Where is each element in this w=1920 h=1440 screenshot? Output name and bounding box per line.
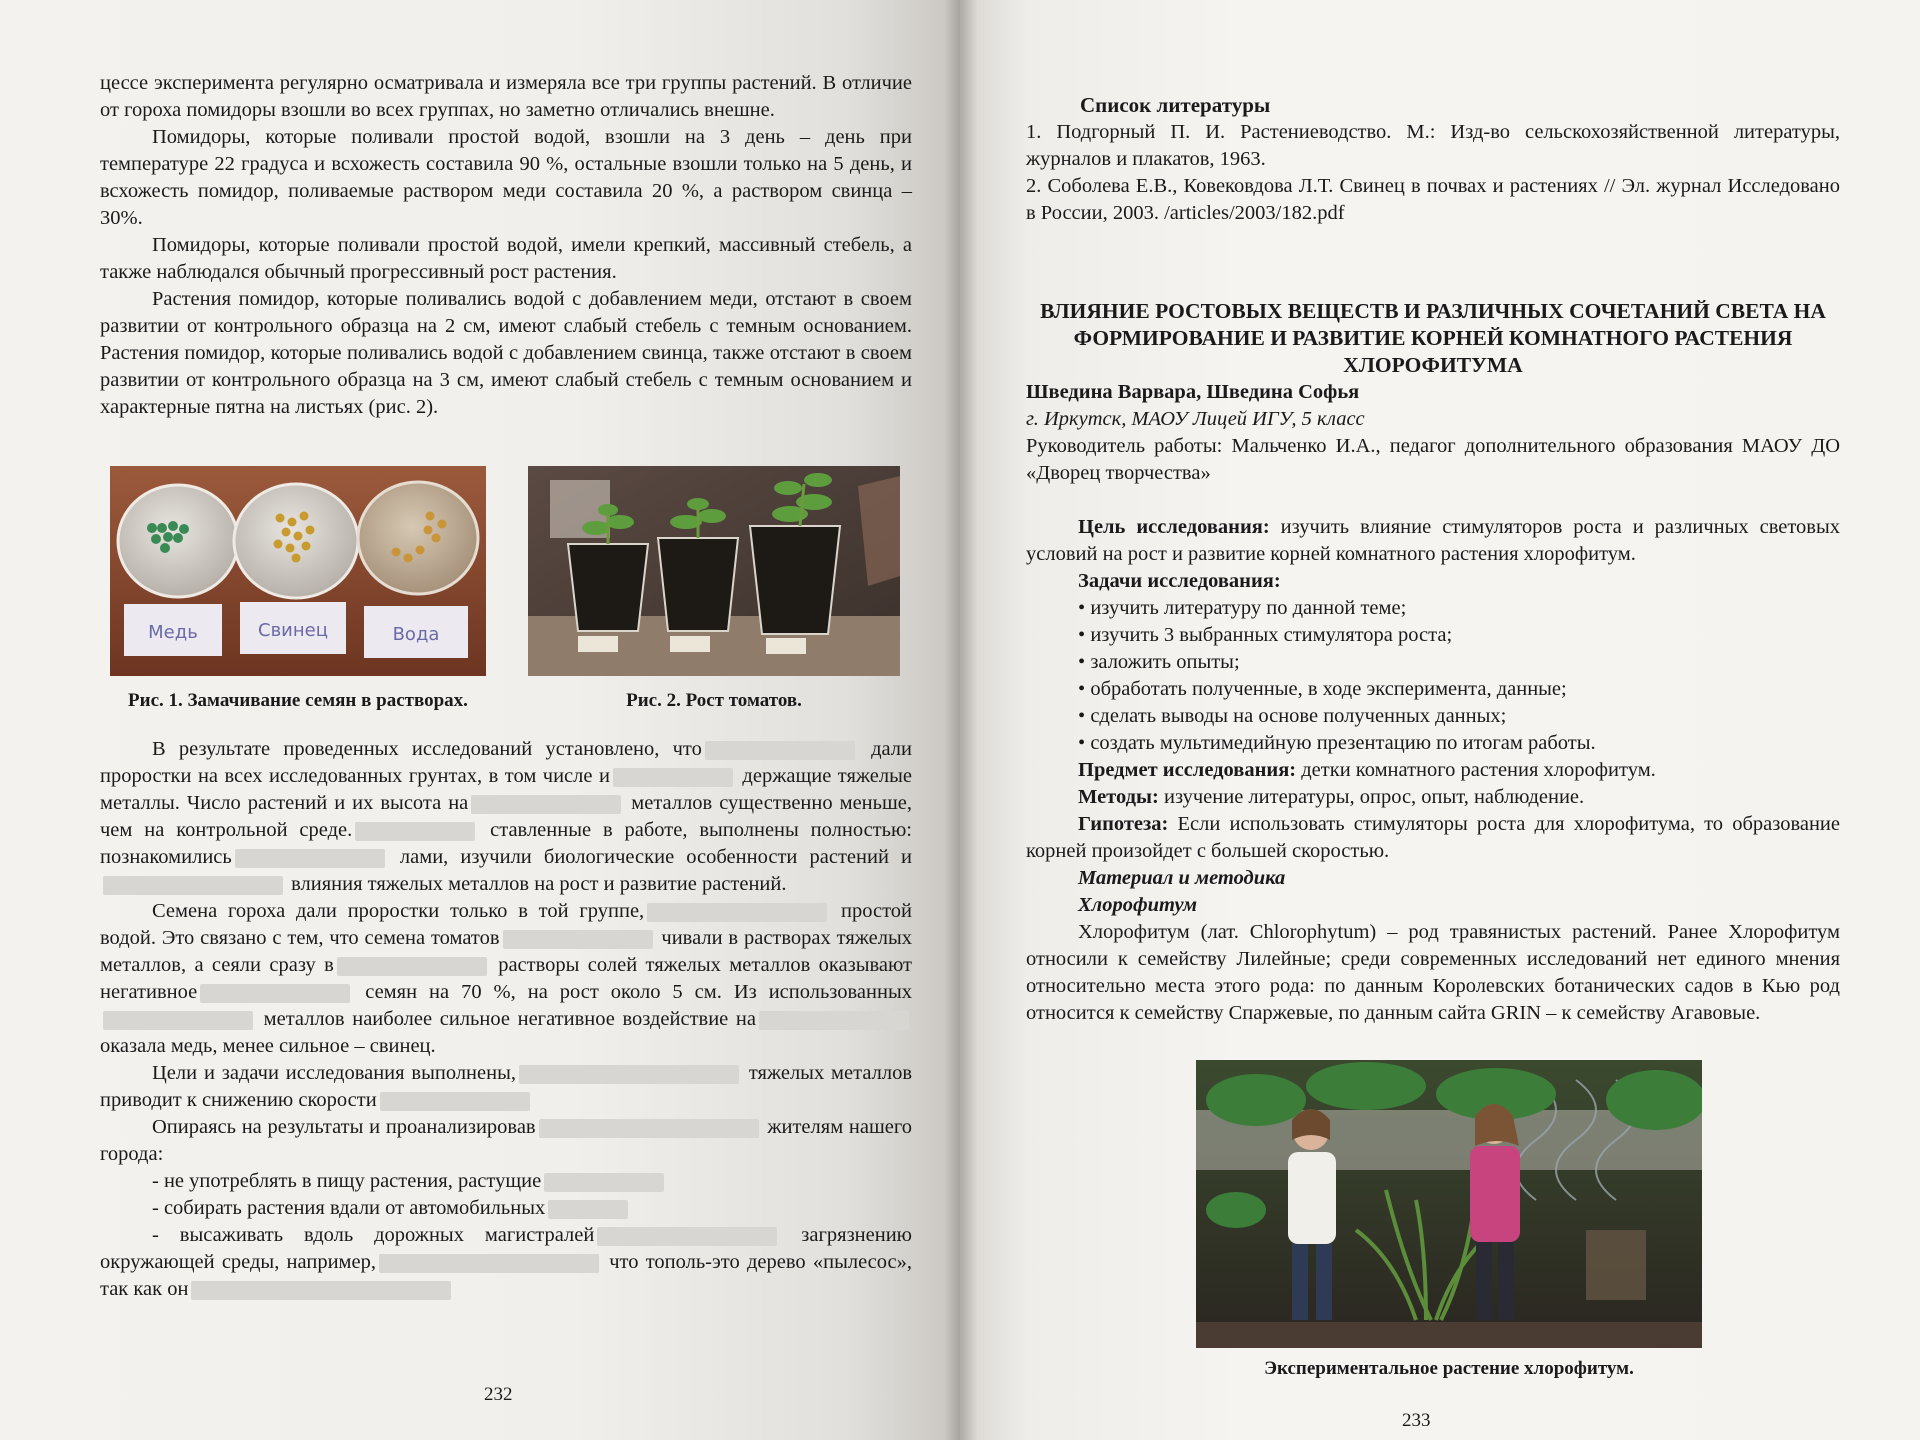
illegible-gap	[379, 1254, 599, 1272]
task-item: • заложить опыты;	[1026, 649, 1840, 676]
label-water: Вода	[392, 624, 440, 645]
paragraph	[100, 1060, 912, 1114]
task-item: • обработать полученные, в ходе эксперимента, данные;	[1026, 676, 1840, 703]
illegible-gap	[103, 1011, 253, 1029]
spacer	[1026, 487, 1840, 514]
task-item: • сделать выводы на основе полученных данных;	[1026, 703, 1840, 730]
illegible-gap	[705, 741, 855, 759]
illegible-gap	[191, 1281, 451, 1299]
text-fragment: тяжелых металлов приводит к снижению скорости	[100, 1062, 912, 1111]
goal-paragraph	[1026, 514, 1840, 568]
article	[1026, 298, 1840, 1027]
illegible-gap	[597, 1227, 777, 1245]
figure-1-photo	[110, 466, 486, 676]
petri-dish	[358, 482, 478, 594]
references-heading: Список литературы	[1080, 93, 1271, 117]
label-lead: Свинец	[258, 620, 328, 641]
paragraph	[100, 1114, 912, 1168]
tasks-list	[1026, 595, 1840, 757]
paragraph: Помидоры, которые поливали простой водой, имели крепкий, массивный стебель, а также наблюдался обычный прогрессивный рост растения.	[100, 234, 912, 283]
illegible-gap	[380, 1092, 530, 1110]
text-fragment: Семена гороха дали проростки только в той группе,	[152, 900, 645, 922]
text-fragment: держащие тяжелые металлы. Число растений и их высота на	[100, 765, 913, 814]
illegible-gap	[471, 795, 621, 813]
page-number-right: 233	[1402, 1410, 1431, 1431]
text-fragment: - не употреблять в пищу растения, растущие	[152, 1170, 542, 1192]
goal-label: Цель исследования:	[1078, 516, 1270, 538]
illegible-gap	[355, 822, 475, 840]
text-fragment: оказала медь, менее сильное – свинец.	[100, 1035, 436, 1057]
figure-2-caption: Рис. 2. Рост томатов.	[626, 690, 802, 711]
article-supervisor: Руководитель работы: Мальченко И.А., педагог дополнительного образования МАОУ ДО «Дворец творчества»	[1026, 435, 1840, 484]
text-fragment: жителям нашего города:	[100, 1116, 912, 1165]
chlorophytum-heading: Хлорофитум	[1078, 894, 1198, 916]
text-fragment: чивали в растворах тяжелых металлов, а сеяли сразу в	[100, 927, 912, 976]
paragraph: Помидоры, которые поливали простой водой, взошли на 3 день – день при температуре 22 градуса и всхожесть составила 90 %, остальные взошли только на 5 день, и всхожесть помидор, поливаемые раствором меди составила 20 %, а раствором свинца – 30%.	[100, 126, 912, 229]
text-fragment: В результате проведенных исследований установлено, что	[152, 738, 702, 760]
text-fragment: загрязнению окружающей среды, например,	[100, 1224, 912, 1273]
petri-dish	[234, 484, 358, 598]
methods-text: изучение литературы, опрос, опыт, наблюдение.	[1163, 786, 1585, 808]
text-fragment: - собирать растения вдали от автомобильных	[152, 1197, 546, 1219]
right-page	[960, 0, 1920, 1440]
hypothesis-paragraph	[1026, 811, 1840, 865]
paragraph	[100, 898, 912, 1060]
list-item	[100, 1222, 912, 1303]
text-fragment: дали проростки на всех исследованных грунтах, в том числе и	[100, 738, 913, 787]
goal-text: изучить влияние стимуляторов роста и различных световых условий на рост и развитие корней комнатного растения хлорофитум.	[1026, 516, 1840, 565]
methods-label: Методы:	[1078, 786, 1159, 808]
hypothesis-label: Гипотеза:	[1078, 813, 1169, 835]
text-fragment: лами, изучили биологические особенности растений и	[399, 846, 913, 868]
text-fragment: простой водой. Это связано с тем, что семена томатов	[100, 900, 912, 949]
subject-text: детки комнатного растения хлорофитум.	[1301, 759, 1656, 781]
methods-paragraph	[1026, 784, 1840, 811]
text-fragment: ставленные в работе, выполнены полностью: познакомились	[100, 819, 912, 868]
text-fragment: Цели и задачи исследования выполнены,	[152, 1062, 516, 1084]
text-fragment: металлов существенно меньше, чем на контрольной среде.	[100, 792, 913, 841]
text-fragment: Опираясь на результаты и проанализировав	[152, 1116, 536, 1138]
text-fragment: семян на 70 %, на рост около 5 см. Из использованных	[365, 981, 912, 1003]
paragraph	[100, 736, 912, 898]
illegible-gap	[647, 903, 827, 921]
figure-2-photo	[528, 466, 900, 676]
page-number-left: 232	[484, 1384, 513, 1405]
illegible-gap	[519, 1065, 739, 1083]
list-item	[100, 1195, 912, 1222]
text-fragment: металлов наиболее сильное негативное воздействие на	[263, 1008, 756, 1030]
illegible-gap	[539, 1119, 759, 1137]
chlorophytum-paragraph: Хлорофитум (лат. Chlorophytum) – род травянистых растений. Ранее Хлорофитум относили к семейству Лилейные; среди современных исследований нет единого мнения относительно места этого рода: по данным Королевских ботанических садов в Кью род относится к семейству Спаржевые, по данным сайта GRIN – к семейству Агавовые.	[1026, 921, 1840, 1024]
chlorophytum-photo	[1196, 1060, 1702, 1348]
label-copper: Медь	[148, 622, 198, 643]
task-item: • изучить 3 выбранных стимулятора роста;	[1026, 622, 1840, 649]
paragraph: Растения помидор, которые поливались водой с добавлением меди, отстают в своем развитии от контрольного образца на 2 см, имеют слабый стебель с темным основанием. Растения помидор, которые поливались водой с добавлением свинца, также отстают в своем развитии от контрольного образца на 3 см, имеют слабый стебель с темным основанием и характерные пятна на листьях (рис. 2).	[100, 288, 912, 418]
illegible-gap	[103, 876, 283, 894]
photo-caption: Экспериментальное растение хлорофитум.	[1264, 1358, 1634, 1379]
reference-item: 2. Соболева Е.В., Ковековдова Л.Т. Свинец в почвах и растениях // Эл. журнал Исследовано в России, 2003. /articles/2003/182.pdf	[1026, 175, 1840, 224]
reference-item: 1. Подгорный П. И. Растениеводство. М.: Изд-во сельскохозяйственной литературы, журналов и плакатов, 1963.	[1026, 121, 1840, 170]
illegible-gap	[548, 1200, 628, 1218]
illegible-gap	[613, 768, 733, 786]
illegible-gap	[200, 984, 350, 1002]
illegible-gap	[503, 930, 653, 948]
list-item	[100, 1168, 912, 1195]
illegible-gap	[544, 1173, 664, 1191]
paragraph: цессе эксперимента регулярно осматривала и измеряла все три группы растений. В отличие от гороха помидоры взошли во всех группах, но заметно отличались внешне.	[100, 72, 912, 121]
subject-paragraph	[1026, 757, 1840, 784]
text-fragment: влияния тяжелых металлов на рост и развитие растений.	[291, 873, 787, 895]
figure-1-caption: Рис. 1. Замачивание семян в растворах.	[128, 690, 468, 711]
left-text-bottom	[100, 736, 912, 1303]
text-fragment: - высаживать вдоль дорожных магистралей	[152, 1224, 595, 1246]
text-fragment: что тополь-это дерево «пылесос», так как он	[100, 1251, 913, 1300]
illegible-gap	[337, 957, 487, 975]
task-item: • изучить литературу по данной теме;	[1026, 595, 1840, 622]
hypothesis-text: Если использовать стимуляторы роста для хлорофитума, то образование корней произойдет с большей скоростью.	[1026, 813, 1841, 862]
left-text-top	[100, 70, 912, 421]
references	[1026, 92, 1840, 227]
tasks-label: Задачи исследования:	[1078, 570, 1281, 592]
book-gutter	[944, 0, 978, 1440]
illegible-gap	[235, 849, 385, 867]
illegible-gap	[759, 1011, 909, 1029]
article-affiliation: г. Иркутск, МАОУ Лицей ИГУ, 5 класс	[1026, 408, 1365, 430]
article-authors: Шведина Варвара, Шведина Софья	[1026, 381, 1360, 403]
text-fragment: растворы солей тяжелых металлов оказывают негативное	[100, 954, 913, 1003]
subject-label: Предмет исследования:	[1078, 759, 1297, 781]
task-item: • создать мультимедийную презентацию по итогам работы.	[1026, 730, 1840, 757]
materials-heading: Материал и методика	[1078, 867, 1286, 889]
article-title: ВЛИЯНИЕ РОСТОВЫХ ВЕЩЕСТВ И РАЗЛИЧНЫХ СОЧЕТАНИЙ СВЕТА НА ФОРМИРОВАНИЕ И РАЗВИТИЕ КОРНЕЙ КОМНАТНОГО РАСТЕНИЯ ХЛОРОФИТУМА	[1040, 299, 1826, 377]
